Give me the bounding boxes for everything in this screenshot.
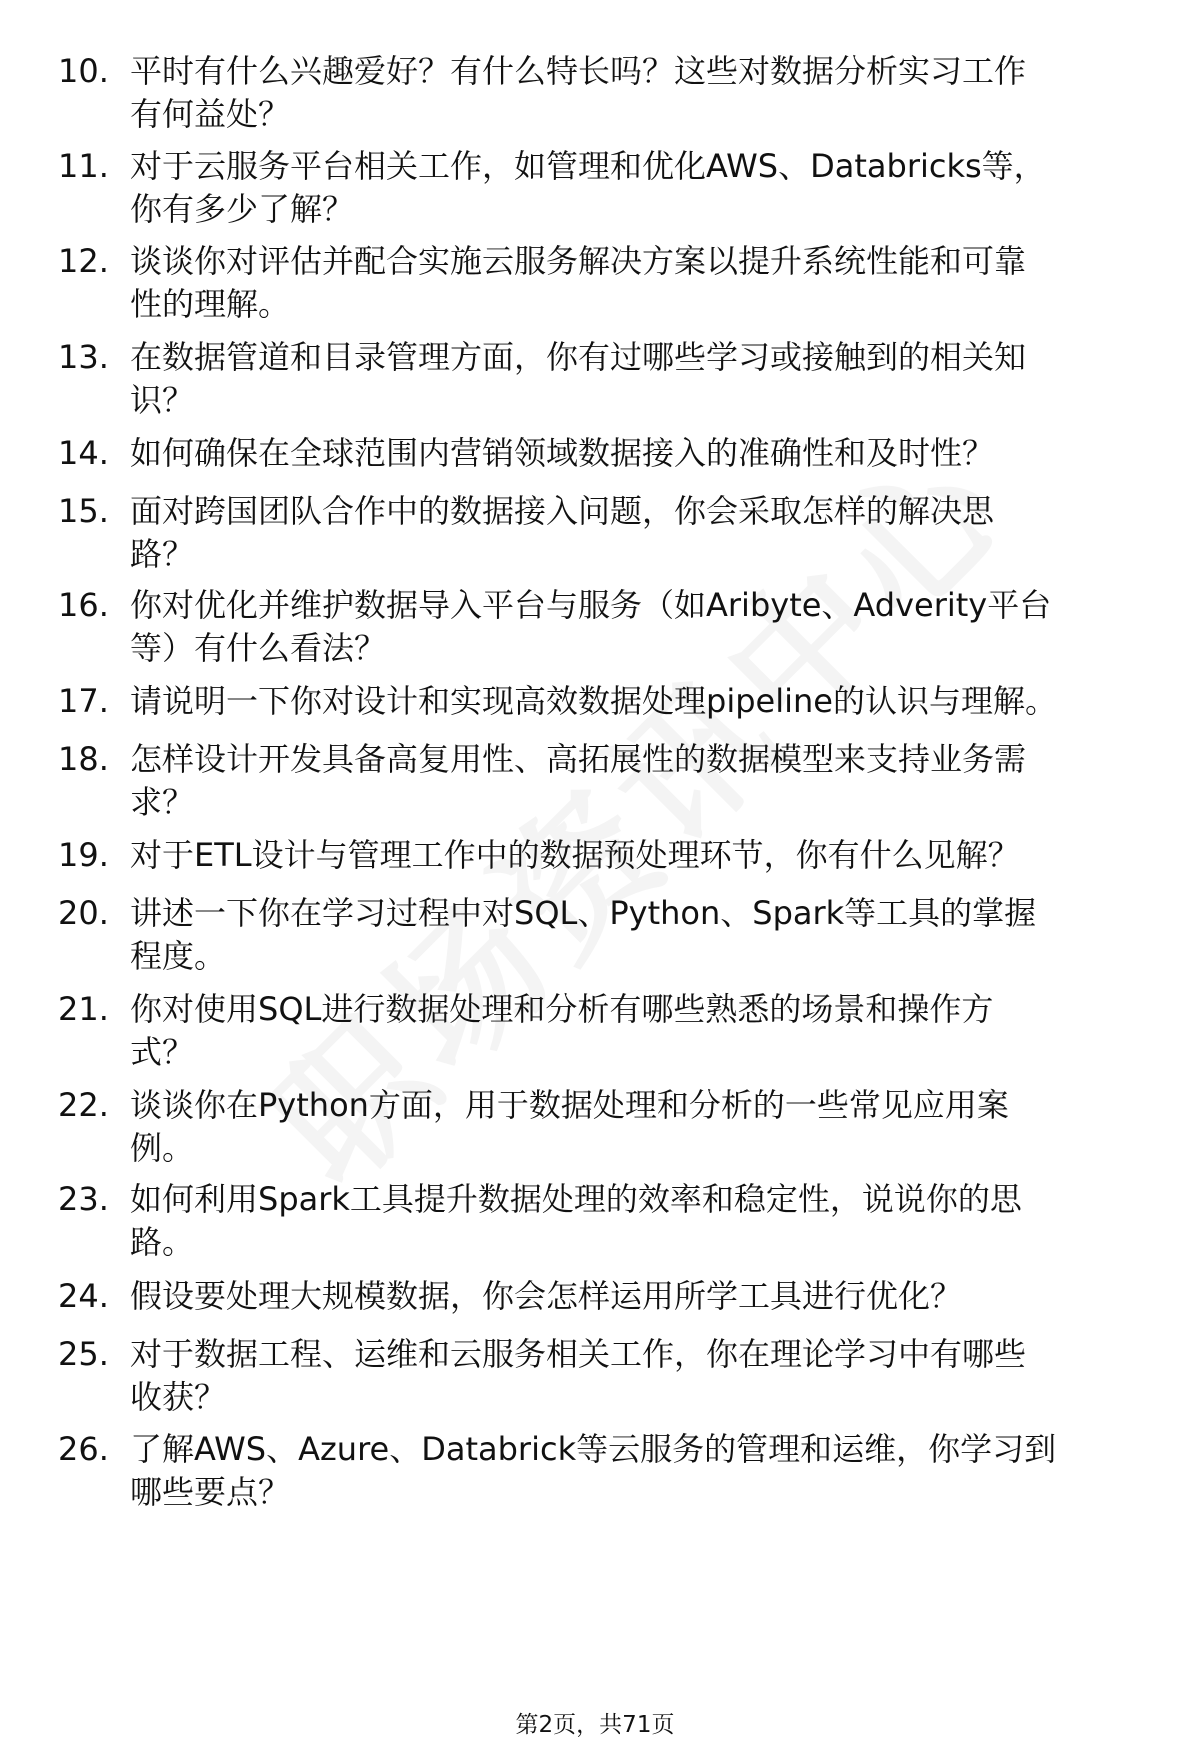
question-text bbox=[130, 738, 1155, 824]
question-text bbox=[130, 1333, 1155, 1419]
question-number: 24. bbox=[58, 1277, 109, 1315]
question-number: 25. bbox=[58, 1335, 109, 1373]
question-line: 有何益处？ bbox=[130, 95, 291, 133]
question-line: 谈谈你在Python方面，用于数据处理和分析的一些常见应用案 bbox=[130, 1086, 1009, 1124]
question-text bbox=[130, 490, 1155, 576]
question-line: 式？ bbox=[130, 1033, 195, 1071]
question-line: 你对优化并维护数据导入平台与服务（如Aribyte、Adverity平台 bbox=[130, 586, 1052, 624]
question-line: 面对跨国团队合作中的数据接入问题，你会采取怎样的解决思 bbox=[130, 492, 995, 530]
question-number: 16. bbox=[58, 586, 109, 624]
question-number: 20. bbox=[58, 894, 109, 932]
question-number: 11. bbox=[58, 147, 109, 185]
question-line: 你有多少了解？ bbox=[130, 190, 355, 228]
question-number: 21. bbox=[58, 990, 109, 1028]
question-text bbox=[130, 336, 1155, 422]
question-number: 26. bbox=[58, 1430, 109, 1468]
question-number: 10. bbox=[58, 52, 109, 90]
question-line: 平时有什么兴趣爱好？有什么特长吗？这些对数据分析实习工作 bbox=[130, 52, 1027, 90]
question-number: 13. bbox=[58, 338, 109, 376]
question-line: 求？ bbox=[130, 783, 195, 821]
question-number: 14. bbox=[58, 434, 109, 472]
question-text bbox=[130, 50, 1155, 136]
question-line: 了解AWS、Azure、Databrick等云服务的管理和运维，你学习到 bbox=[130, 1430, 1057, 1468]
question-line: 谈谈你对评估并配合实施云服务解决方案以提升系统性能和可靠 bbox=[130, 242, 1027, 280]
question-line: 程度。 bbox=[130, 937, 227, 975]
question-number: 23. bbox=[58, 1180, 109, 1218]
question-line: 性的理解。 bbox=[130, 285, 291, 323]
question-line: 收获？ bbox=[130, 1378, 227, 1416]
question-line: 路。 bbox=[130, 1223, 195, 1261]
question-text bbox=[130, 584, 1155, 670]
question-text bbox=[130, 892, 1155, 978]
question-text bbox=[130, 1275, 1155, 1318]
question-line: 你对使用SQL进行数据处理和分析有哪些熟悉的场景和操作方 bbox=[130, 990, 994, 1028]
question-text bbox=[130, 1178, 1155, 1264]
question-line: 路？ bbox=[130, 535, 195, 573]
question-line: 等）有什么看法？ bbox=[130, 629, 387, 667]
question-line: 对于云服务平台相关工作，如管理和优化AWS、Databricks等， bbox=[130, 147, 1046, 185]
question-number: 19. bbox=[58, 836, 109, 874]
question-text bbox=[130, 834, 1155, 877]
question-text bbox=[130, 432, 1155, 475]
page-footer: 第2页，共71页 bbox=[515, 1712, 675, 1738]
question-line: 假设要处理大规模数据，你会怎样运用所学工具进行优化？ bbox=[130, 1277, 963, 1315]
question-line: 识？ bbox=[130, 381, 195, 419]
question-text bbox=[130, 988, 1155, 1074]
question-number: 17. bbox=[58, 682, 109, 720]
question-line: 讲述一下你在学习过程中对SQL、Python、Spark等工具的掌握 bbox=[130, 894, 1037, 932]
question-line: 请说明一下你对设计和实现高效数据处理pipeline的认识与理解。 bbox=[130, 682, 1057, 720]
question-text bbox=[130, 1428, 1155, 1514]
question-text bbox=[130, 145, 1155, 231]
question-line: 如何利用Spark工具提升数据处理的效率和稳定性，说说你的思 bbox=[130, 1180, 1022, 1218]
question-number: 15. bbox=[58, 492, 109, 530]
question-text bbox=[130, 240, 1155, 326]
question-line: 对于ETL设计与管理工作中的数据预处理环节，你有什么见解？ bbox=[130, 836, 1020, 874]
question-number: 22. bbox=[58, 1086, 109, 1124]
question-number: 18. bbox=[58, 740, 109, 778]
question-line: 哪些要点？ bbox=[130, 1473, 291, 1511]
question-line: 例。 bbox=[130, 1129, 195, 1167]
question-line: 对于数据工程、运维和云服务相关工作，你在理论学习中有哪些 bbox=[130, 1335, 1027, 1373]
question-number: 12. bbox=[58, 242, 109, 280]
question-line: 在数据管道和目录管理方面，你有过哪些学习或接触到的相关知 bbox=[130, 338, 1027, 376]
question-text bbox=[130, 1084, 1155, 1170]
question-line: 如何确保在全球范围内营销领域数据接入的准确性和及时性？ bbox=[130, 434, 995, 472]
question-line: 怎样设计开发具备高复用性、高拓展性的数据模型来支持业务需 bbox=[130, 740, 1027, 778]
question-text bbox=[130, 680, 1155, 723]
